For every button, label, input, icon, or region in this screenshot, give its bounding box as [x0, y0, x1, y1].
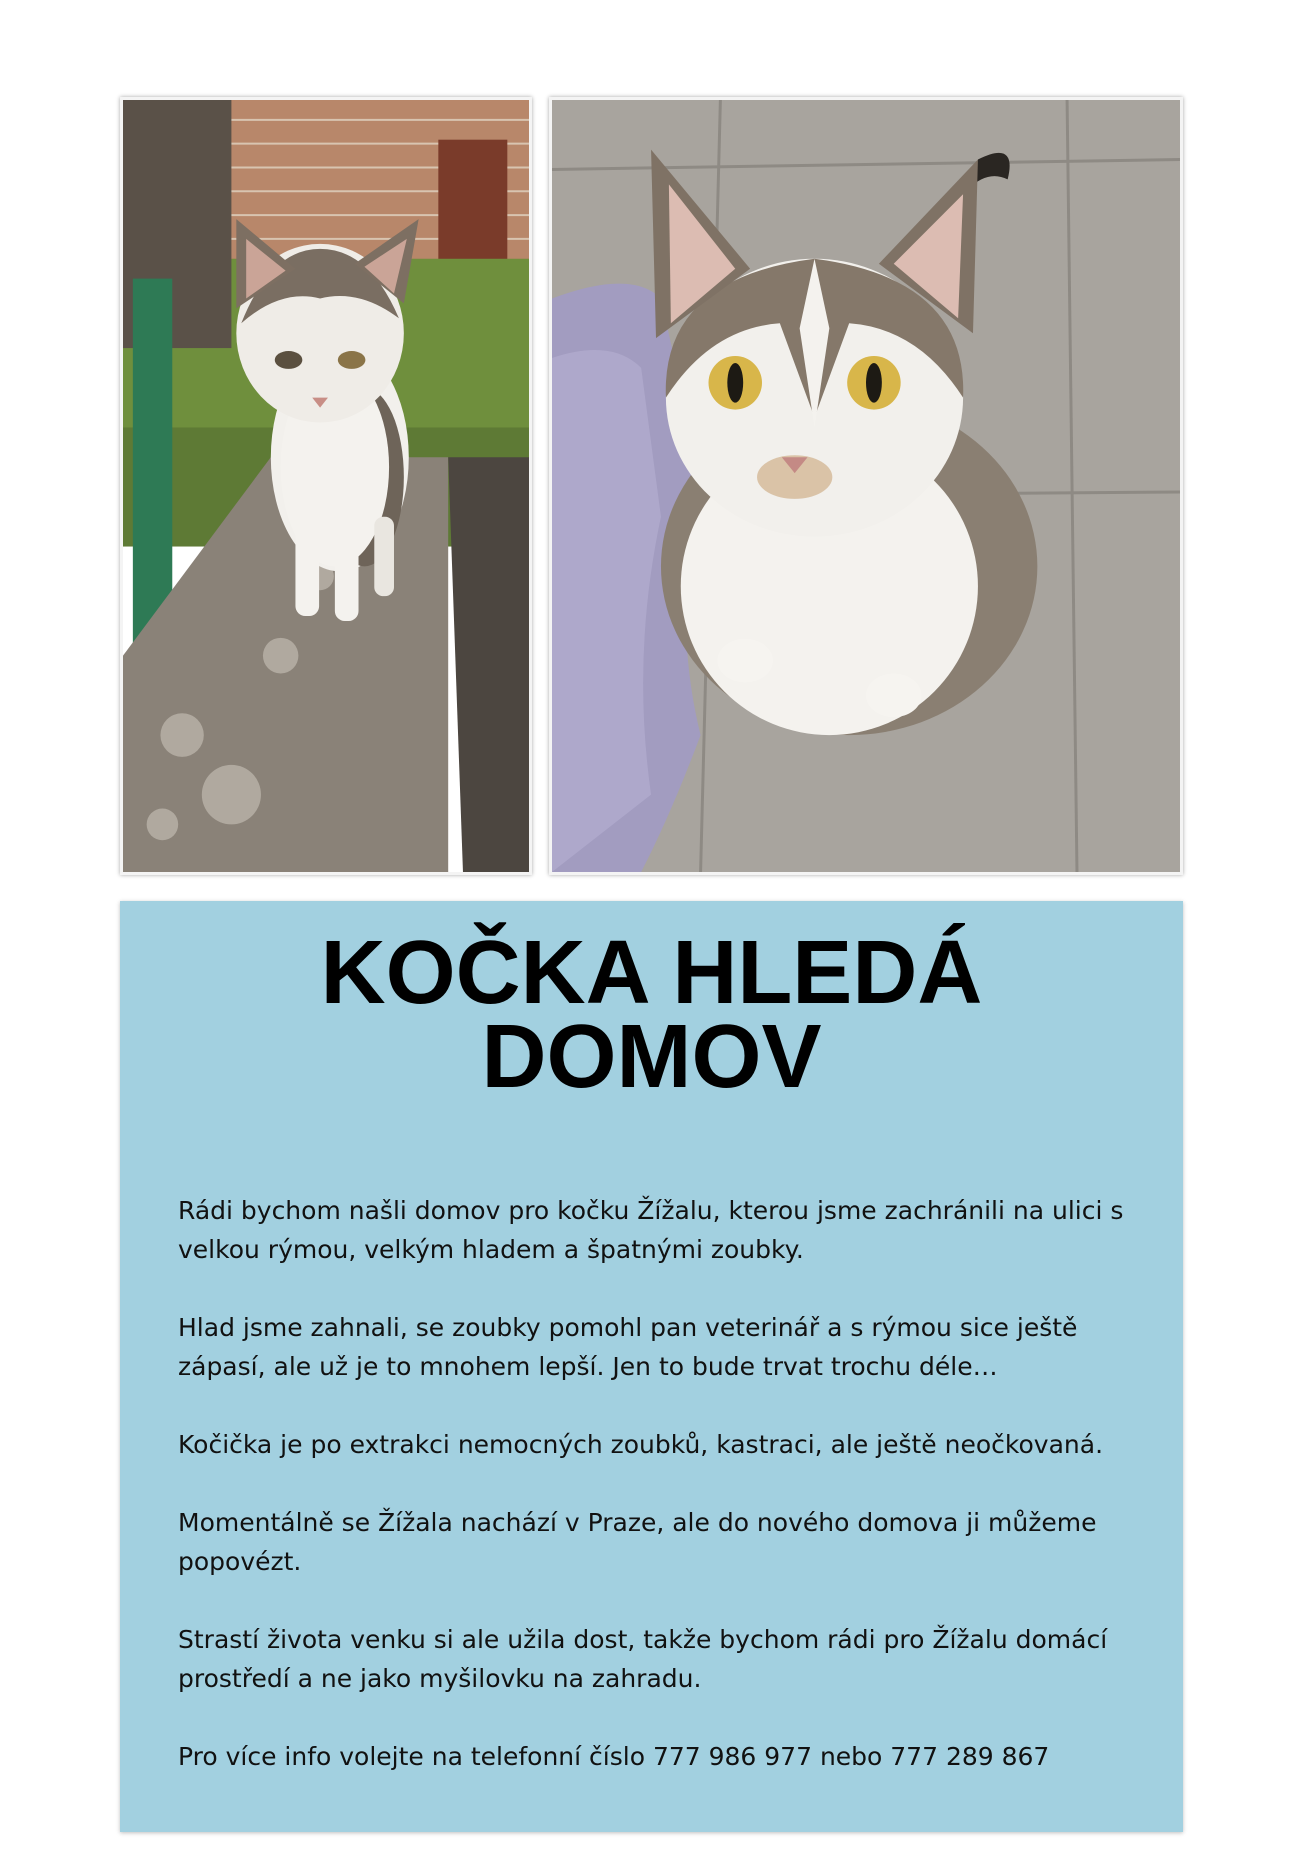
paragraph-procedures: Kočička je po extrakci nemocných zoubků, kastraci, ale ještě neočkovaná.	[178, 1430, 1104, 1459]
paragraph-health: Hlad jsme zahnali, se zoubky pomohl pan veterinář a s rýmou sice ještě zápasí, ale už je to mnohem lepší. Jen to bude trvat trochu déle…	[178, 1313, 1078, 1381]
paragraph-contact: Pro více info volejte na telefonní číslo 777 986 977 nebo 777 289 867	[178, 1742, 1050, 1771]
paragraph-home-request: Strastí života venku si ale užila dost, takže bychom rádi pro Žížalu domácí prostředí a ne jako myšilovku na zahradu.	[178, 1625, 1108, 1693]
flyer-body	[178, 1191, 1153, 1776]
kitten-on-bench-illustration	[123, 100, 529, 872]
title-line-2: DOMOV	[481, 1007, 822, 1107]
paragraph-location: Momentálně se Žížala nachází v Praze, ale do nového domova ji můžeme popovézt.	[178, 1508, 1097, 1576]
title-line-1: KOČKA HLEDÁ	[320, 923, 983, 1023]
info-panel	[120, 901, 1183, 1832]
cat-on-tiles-illustration	[552, 100, 1180, 872]
paragraph-rescue: Rádi bychom našli domov pro kočku Žížalu, kterou jsme zachránili na ulici s velkou rýmou, velkým hladem a špatnými zoubky.	[178, 1196, 1124, 1264]
kitten-on-bench-photo	[120, 97, 532, 875]
flyer-title	[120, 923, 1183, 1107]
cat-on-tiles-photo	[549, 97, 1183, 875]
